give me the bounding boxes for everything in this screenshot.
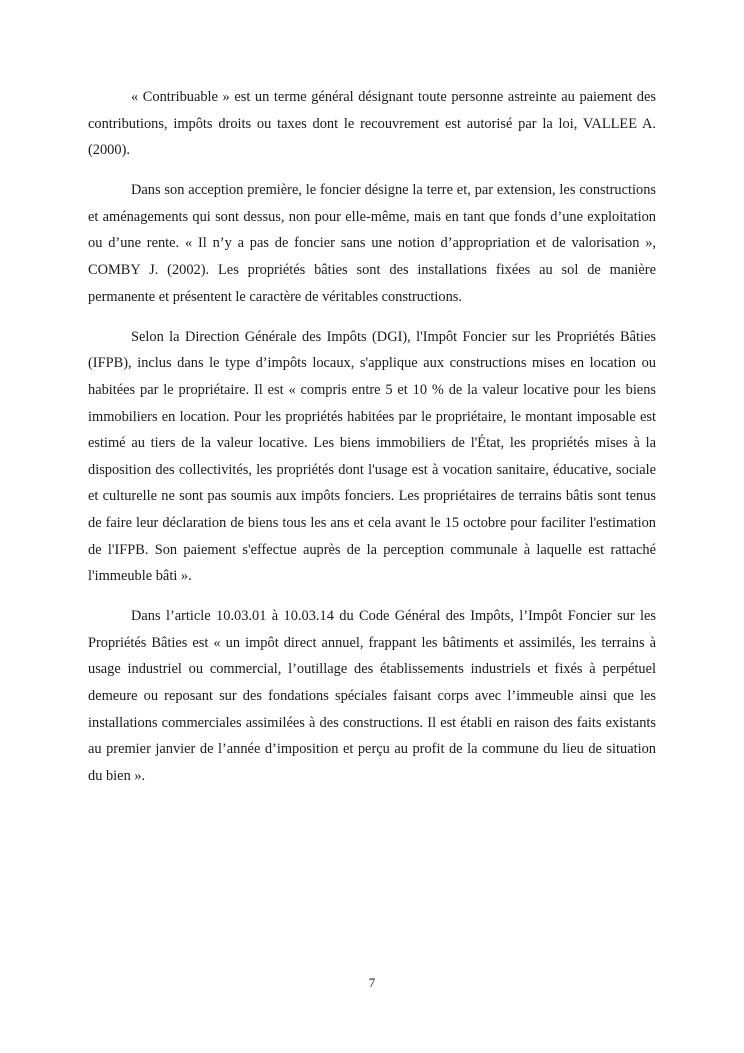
paragraph-contribuable: « Contribuable » est un terme général désignant toute personne astreinte au paiement des contributions, impôts droits ou taxes dont le recouvrement est autorisé par la loi, VALLEE A. (2000).	[88, 89, 656, 159]
paragraph-dgi-ifpb: Selon la Direction Générale des Impôts (DGI), l'Impôt Foncier sur les Propriétés Bâties (IFPB), inclus dans le type d’impôts locaux, s'applique aux constructions mises en location ou habitées par le propriétaire. Il est « compris entre 5 et 10 % de la valeur locative pour les biens immobiliers en location. Pour les propriétés habitées par le propriétaire, le montant imposable est estimé au tiers de la valeur locative. Les biens immobiliers de l'État, les propriétés mises à la disposition des collectivités, les propriétés dont l'usage est à vocation sanitaire, éducative, sociale et culturelle ne sont pas soumis aux impôts fonciers. Les propriétaires de terrains bâtis sont tenus de faire leur déclaration de biens tous les ans et cela avant le 15 octobre pour faciliter l'estimation de l'IFPB. Son paiement s'effectue auprès de la perception communale à laquelle est rattaché l'immeuble bâti ».	[88, 328, 656, 585]
paragraph-code-general: Dans l’article 10.03.01 à 10.03.14 du Code Général des Impôts, l’Impôt Foncier sur les Propriétés Bâties est « un impôt direct annuel, frappant les bâtiments et assimilés, les terrains à usage industriel ou commercial, l’outillage des établissements industriels et fixés à perpétuel demeure ou reposant sur des fondations spéciales faisant corps avec l’immeuble ainsi que les installations commerciales assimilées à des constructions. Il est établi en raison des faits existants au premier janvier de l’année d’imposition et perçu au profit de la commune du lieu de situation du bien ».	[88, 608, 656, 784]
body-text	[88, 84, 656, 803]
page-number: 7	[368, 975, 376, 990]
paragraph-foncier: Dans son acception première, le foncier désigne la terre et, par extension, les constructions et aménagements qui sont dessus, non pour elle-même, mais en tant que fonds d’une exploitation ou d’une rente. « Il n’y a pas de foncier sans une notion d’appropriation et de valorisation », COMBY J. (2002). Les propriétés bâties sont des installations fixées au sol de manière permanente et présentent le caractère de véritables constructions.	[88, 182, 656, 305]
